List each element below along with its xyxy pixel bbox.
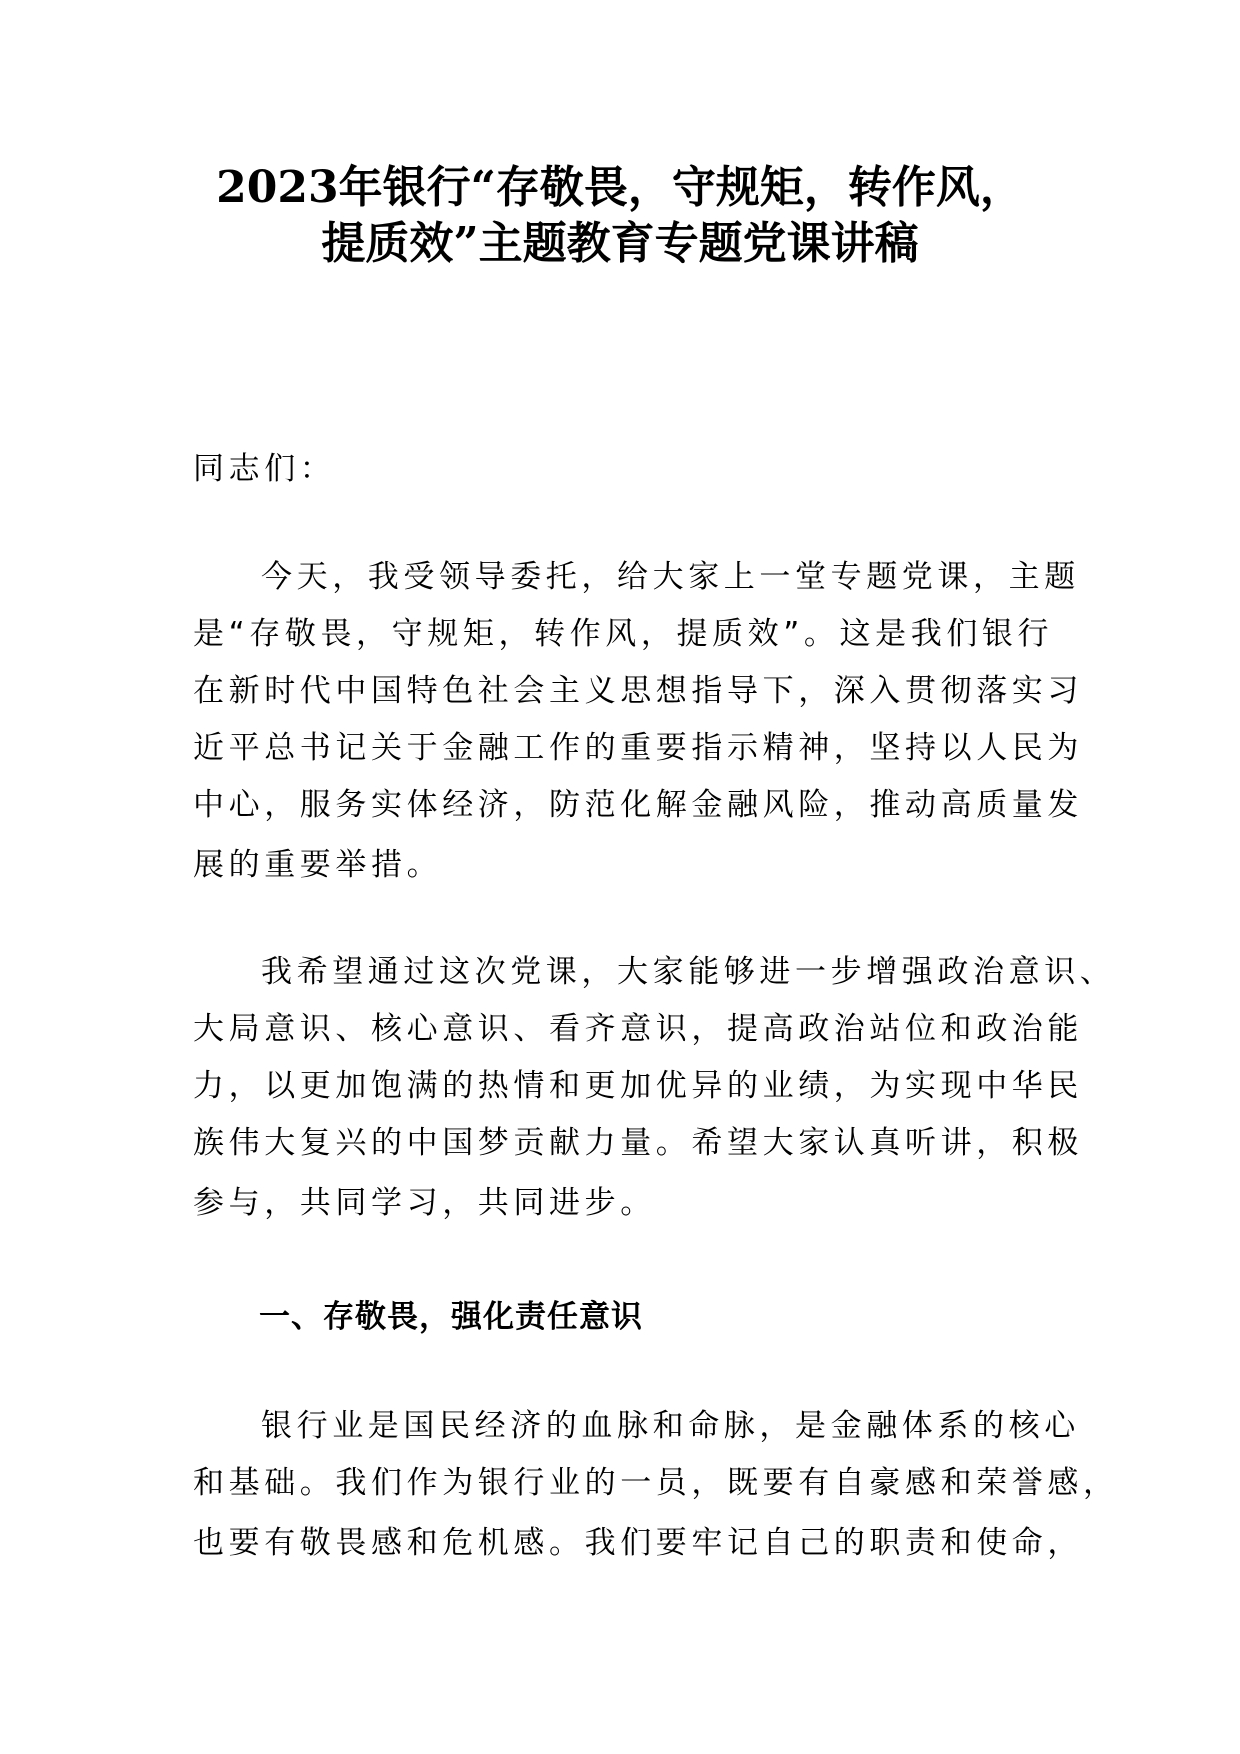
- paragraph-line: 力，以更加饱满的热情和更加优异的业绩，为实现中华民: [193, 1068, 1083, 1104]
- document-title-line-2: 提质效”主题教育专题党课讲稿: [321, 218, 919, 269]
- paragraph-line: 银行业是国民经济的血脉和命脉，是金融体系的核心: [261, 1408, 1080, 1444]
- paragraph-3: [193, 1398, 1119, 1572]
- greeting: 同志们：: [193, 451, 336, 487]
- document-title-line-1: 2023年银行“存敬畏，守规矩，转作风，: [216, 162, 1024, 213]
- paragraph-line: 族伟大复兴的中国梦贡献力量。希望大家认真听讲，积极: [193, 1125, 1083, 1161]
- paragraph-line: 也要有敬畏感和危机感。我们要牢记自己的职责和使命，: [193, 1525, 1083, 1561]
- paragraph-line: 中心，服务实体经济，防范化解金融风险，推动高质量发: [193, 787, 1083, 823]
- paragraph-line: 我希望通过这次党课，大家能够进一步增强政治意识、: [261, 954, 1116, 990]
- paragraph-line: 展的重要举措。: [193, 847, 443, 883]
- paragraph-line: 大局意识、核心意识、看齐意识，提高政治站位和政治能: [193, 1011, 1083, 1047]
- paragraph-2: [193, 944, 1116, 1232]
- section-1-heading: 一、存敬畏，强化责任意识: [259, 1299, 643, 1335]
- paragraph-1: [193, 549, 1083, 894]
- paragraph-line: 是“存敬畏，守规矩，转作风，提质效”。这是我们银行: [193, 616, 1054, 652]
- paragraph-line: 近平总书记关于金融工作的重要指示精神，坚持以人民为: [193, 730, 1083, 766]
- paragraph-line: 今天，我受领导委托，给大家上一堂专题党课，主题: [261, 559, 1080, 595]
- paragraph-line: 在新时代中国特色社会主义思想指导下，深入贯彻落实习: [193, 673, 1083, 709]
- paragraph-line: 和基础。我们作为银行业的一员，既要有自豪感和荣誉感，: [193, 1465, 1119, 1501]
- paragraph-line: 参与，共同学习，共同进步。: [193, 1185, 656, 1221]
